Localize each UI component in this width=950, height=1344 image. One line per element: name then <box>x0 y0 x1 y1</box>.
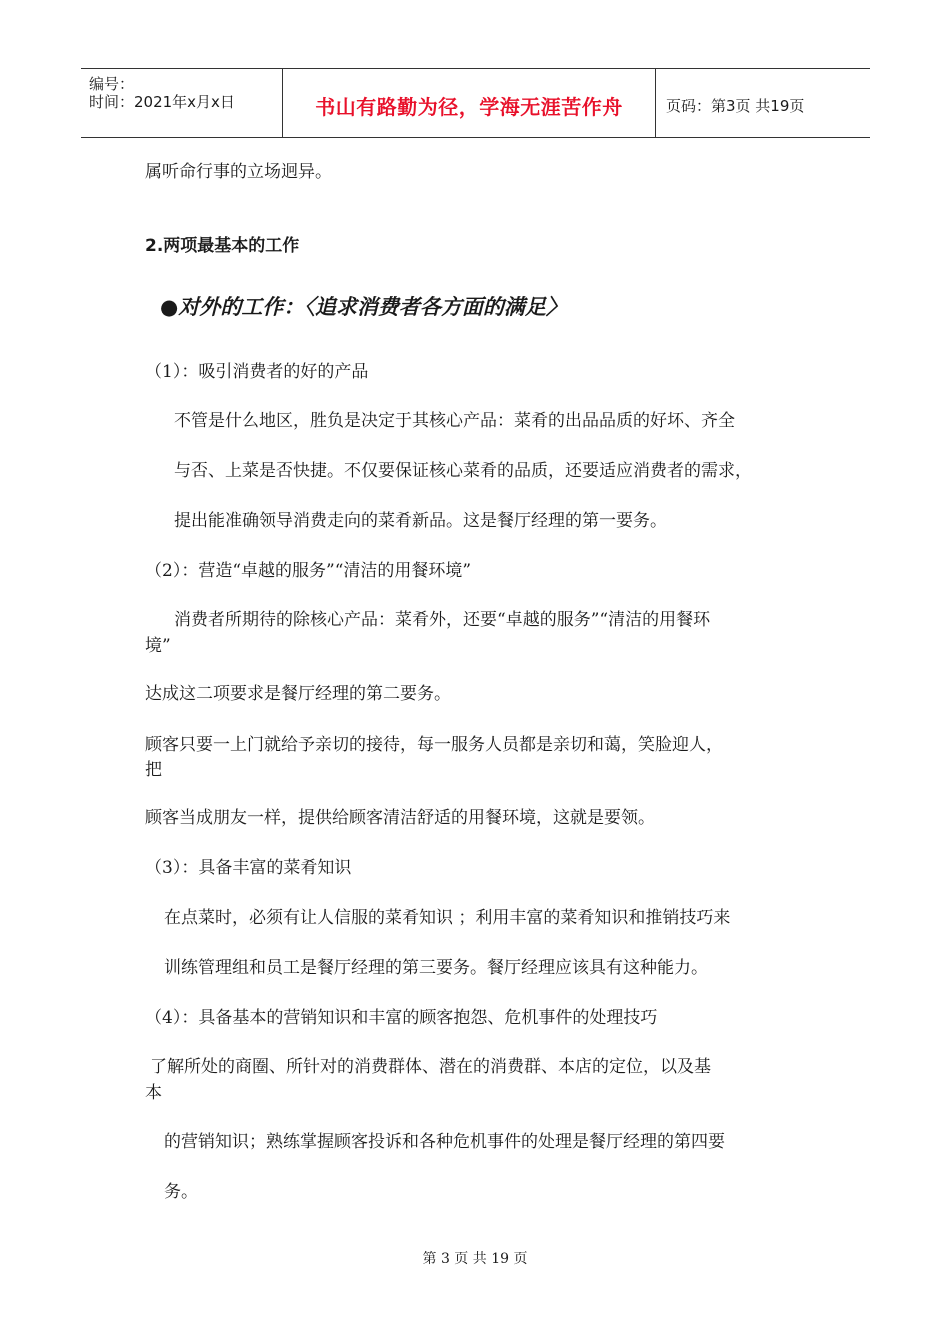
date-line: 时间：2021年x月x日 <box>89 93 235 111</box>
section-heading: 2.两项最基本的工作 <box>145 236 300 256</box>
motto-text: 书山有路勤为径，学海无涯苦作舟 <box>315 95 623 119</box>
paragraph-line: 不管是什么地区，胜负是决定于其核心产品：菜肴的出品品质的好坏、齐全 <box>174 411 735 431</box>
paragraph-line: 提出能准确领导消费走向的菜肴新品。这是餐厅经理的第一要务。 <box>174 511 667 531</box>
header-table <box>81 68 870 138</box>
subsection-heading: ●对外的工作：〈追求消费者各方面的满足〉 <box>160 295 567 319</box>
paragraph-line: 了解所处的商圈、所针对的消费群体、潜在的消费群、本店的定位，以及基 <box>150 1057 711 1077</box>
paragraph-line: 达成这二项要求是餐厅经理的第二要务。 <box>145 684 451 704</box>
item-heading: （4）：具备基本的营销知识和丰富的顾客抱怨、危机事件的处理技巧 <box>145 1008 658 1028</box>
page-footer: 第 3 页 共 19 页 <box>422 1251 528 1267</box>
paragraph-line: 属听命行事的立场迥异。 <box>145 162 332 182</box>
serial-label: 编号： <box>89 75 135 93</box>
page-info: 页码：第3页 共19页 <box>666 97 805 115</box>
paragraph-line: 本 <box>145 1083 162 1103</box>
paragraph-line: 顾客只要一上门就给予亲切的接待，每一服务人员都是亲切和蔼，笑脸迎人， <box>145 735 723 755</box>
header-right-cell <box>656 69 870 137</box>
paragraph-line: 在点菜时，必须有让人信服的菜肴知识 ；利用丰富的菜肴知识和推销技巧来 <box>164 908 731 928</box>
item-heading: （1）：吸引消费者的好的产品 <box>145 362 369 382</box>
paragraph-line: 消费者所期待的除核心产品：菜肴外，还要“卓越的服务”“清洁的用餐环 <box>174 610 711 630</box>
paragraph-line: 与否、上菜是否快捷。不仅要保证核心菜肴的品质，还要适应消费者的需求， <box>174 461 752 481</box>
paragraph-line: 训练管理组和员工是餐厅经理的第三要务。餐厅经理应该具有这种能力。 <box>164 958 708 978</box>
header-middle-cell <box>283 69 656 137</box>
paragraph-line: 顾客当成朋友一样，提供给顾客清洁舒适的用餐环境，这就是要领。 <box>145 808 655 828</box>
header-left-cell <box>81 69 283 137</box>
paragraph-line: 的营销知识；熟练掌握顾客投诉和各种危机事件的处理是餐厅经理的第四要 <box>164 1132 725 1152</box>
item-heading: （2）：营造“卓越的服务”“清洁的用餐环境” <box>145 561 472 581</box>
paragraph-line: 境” <box>145 636 171 656</box>
paragraph-line: 务。 <box>164 1182 198 1202</box>
item-heading: （3）：具备丰富的菜肴知识 <box>145 858 352 878</box>
paragraph-line: 把 <box>145 760 162 780</box>
